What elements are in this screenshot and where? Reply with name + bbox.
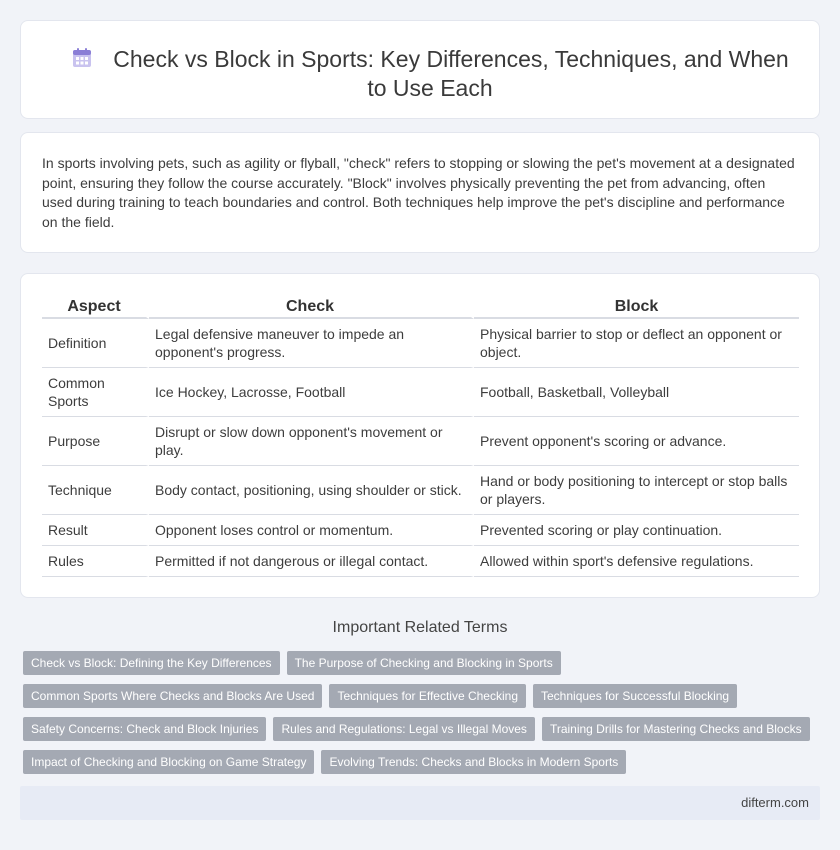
cell-check: Body contact, positioning, using shoulder or stick.: [149, 466, 474, 515]
cell-block: Football, Basketball, Volleyball: [474, 368, 799, 417]
related-term-tag[interactable]: Techniques for Effective Checking: [329, 684, 526, 708]
table-row: [42, 319, 799, 368]
related-terms-heading: Important Related Terms: [332, 619, 508, 636]
cell-aspect: Technique: [42, 466, 149, 515]
cell-block: Prevent opponent's scoring or advance.: [474, 417, 799, 466]
footer-site-link[interactable]: difterm.com: [741, 795, 809, 810]
related-term-tag[interactable]: Check vs Block: Defining the Key Differences: [23, 651, 280, 675]
table-row: [42, 515, 799, 546]
cell-check: Legal defensive maneuver to impede an opponent's progress.: [149, 319, 474, 368]
header-block: Block: [474, 297, 799, 319]
page-title-wrap: [61, 45, 799, 103]
header-check: Check: [149, 297, 474, 319]
cell-check: Ice Hockey, Lacrosse, Football: [149, 368, 474, 417]
cell-block: Physical barrier to stop or deflect an opponent or object.: [474, 319, 799, 368]
calendar-icon: [71, 47, 93, 69]
cell-aspect: Common Sports: [42, 368, 149, 417]
related-term-tag[interactable]: Evolving Trends: Checks and Blocks in Modern Sports: [321, 750, 626, 774]
related-term-tag[interactable]: Impact of Checking and Blocking on Game Strategy: [23, 750, 314, 774]
table-header-row: [42, 297, 799, 319]
related-terms-list: [23, 651, 813, 774]
cell-check: Opponent loses control or momentum.: [149, 515, 474, 546]
cell-aspect: Result: [42, 515, 149, 546]
comparison-table: [42, 297, 799, 577]
cell-block: Allowed within sport's defensive regulations.: [474, 546, 799, 577]
table-row: [42, 368, 799, 417]
related-term-tag[interactable]: Techniques for Successful Blocking: [533, 684, 737, 708]
cell-aspect: Purpose: [42, 417, 149, 466]
table-row: [42, 546, 799, 577]
related-term-tag[interactable]: Safety Concerns: Check and Block Injuries: [23, 717, 266, 741]
comparison-table-card: [20, 273, 820, 598]
cell-block: Prevented scoring or play continuation.: [474, 515, 799, 546]
intro-card: [20, 132, 820, 253]
cell-check: Permitted if not dangerous or illegal contact.: [149, 546, 474, 577]
cell-aspect: Rules: [42, 546, 149, 577]
header-card: [20, 20, 820, 119]
related-term-tag[interactable]: The Purpose of Checking and Blocking in Sports: [287, 651, 561, 675]
page-title: Check vs Block in Sports: Key Differences, Techniques, and When to Use Each: [113, 46, 789, 101]
table-row: [42, 466, 799, 515]
table-row: [42, 417, 799, 466]
cell-block: Hand or body positioning to intercept or stop balls or players.: [474, 466, 799, 515]
header-aspect: Aspect: [42, 297, 149, 319]
cell-check: Disrupt or slow down opponent's movement or play.: [149, 417, 474, 466]
related-term-tag[interactable]: Training Drills for Mastering Checks and Blocks: [542, 717, 810, 741]
cell-aspect: Definition: [42, 319, 149, 368]
intro-paragraph: In sports involving pets, such as agility or flyball, "check" refers to stopping or slowing the pet's movement at a designated point, ensuring they follow the course accurately. "Block" involves physically preventing the pet from advancing, often used during training to teach boundaries and control. Both techniques help improve the pet's discipline and performance on the field.: [42, 155, 795, 230]
related-term-tag[interactable]: Rules and Regulations: Legal vs Illegal Moves: [273, 717, 534, 741]
related-term-tag[interactable]: Common Sports Where Checks and Blocks Are Used: [23, 684, 322, 708]
footer-bar: [20, 786, 820, 820]
